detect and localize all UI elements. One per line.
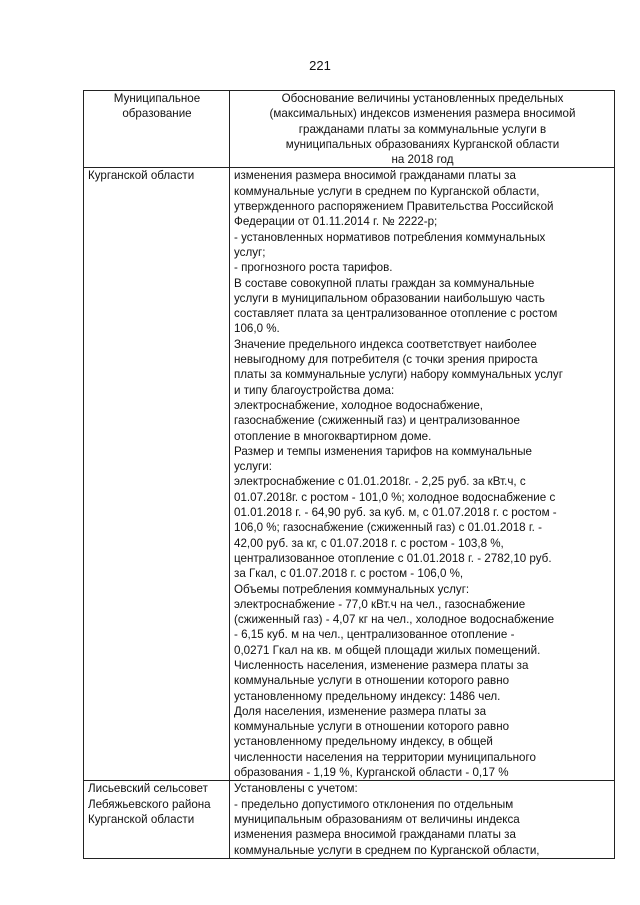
text-line: услуги в муниципальном образовании наибольшую часть <box>234 291 545 305</box>
text-line: платы за коммунальные услуги) набору коммунальных услуг <box>234 368 563 382</box>
text-line: Доля населения, изменение размера платы за <box>234 704 487 718</box>
text-line: составляет плата за централизованное отопление с ростом <box>234 307 558 321</box>
tariff-table <box>83 90 615 859</box>
text-line: 01.07.2018г. с ростом - 101,0 %; холодное водоснабжение с <box>234 490 556 504</box>
text-line: утвержденного распоряжением Правительства Российской <box>234 200 554 214</box>
text-line: 0,0271 Гкал на кв. м общей площади жилых помещений. <box>234 643 541 657</box>
header-line: Обоснование величины установленных предельных <box>281 92 564 105</box>
text-line: Размер и темпы изменения тарифов на коммунальные <box>234 444 532 458</box>
header-line: образование <box>122 107 192 121</box>
text-line: электроснабжение, холодное водоснабжение, <box>234 398 483 412</box>
municipality-cell <box>84 168 230 781</box>
text-line: 106,0 %; газоснабжение (сжиженный газ) с 01.01.2018 г. - <box>234 521 542 535</box>
text-line: изменения размера вносимой гражданами платы за <box>234 169 516 183</box>
text-line: муниципальным образованиям от величины индекса <box>234 812 520 826</box>
text-line: отопление в многоквартирном доме. <box>234 429 432 443</box>
text-line: коммунальные услуги в среднем по Курганской области, <box>234 184 540 198</box>
text-line: 42,00 руб. за кг, с 01.07.2018 г. с ростом - 103,8 %, <box>234 536 504 550</box>
text-line: изменения размера вносимой гражданами платы за <box>234 828 516 842</box>
text-line: услуги: <box>234 460 272 474</box>
municipality-line: Курганской области <box>88 812 195 826</box>
text-line: Объемы потребления коммунальных услуг: <box>234 582 470 596</box>
header-municipality <box>84 91 230 168</box>
header-line: гражданами платы за коммунальные услуги в <box>298 122 547 136</box>
text-line: - предельно допустимого отклонения по отдельным <box>234 797 514 811</box>
text-line: коммунальные услуги в среднем по Курганской области, <box>234 843 540 857</box>
page-number: 221 <box>309 58 331 73</box>
text-line: установленному предельному индексу: 1486 чел. <box>234 689 501 703</box>
header-justification <box>230 91 615 168</box>
table-row <box>84 168 615 781</box>
municipality-cell <box>84 781 230 858</box>
header-line: на 2018 год <box>391 153 454 167</box>
text-line: 106,0 %. <box>234 322 280 336</box>
text-line: централизованное отопление с 01.01.2018 г. - 2782,10 руб. <box>234 551 552 565</box>
text-line: установленному предельному индексу, в общей <box>234 735 493 749</box>
header-line: Муниципальное <box>113 92 201 105</box>
municipality-line: Лебяжьевского района <box>88 797 211 811</box>
text-line: невыгодному для потребителя (с точки зрения прироста <box>234 353 538 367</box>
table-body <box>84 168 615 858</box>
text-line: коммунальные услуги в отношении которого равно <box>234 720 510 734</box>
text-line: и типу благоустройства дома: <box>234 383 395 397</box>
justification-cell <box>230 781 615 858</box>
text-line: образования - 1,19 %, Курганской области - 0,17 % <box>234 766 509 780</box>
text-line: В составе совокупной платы граждан за коммунальные <box>234 276 535 290</box>
justification-cell <box>230 168 615 781</box>
text-line: услуг; <box>234 245 266 259</box>
text-line: - установленных нормативов потребления коммунальных <box>234 230 546 244</box>
text-line: электроснабжение с 01.01.2018г. - 2,25 руб. за кВт.ч, с <box>234 475 526 489</box>
header-line: (максимальных) индексов изменения размера вносимой <box>269 107 576 121</box>
header-line: муниципальных образованиях Курганской области <box>285 137 560 151</box>
text-line: Значение предельного индекса соответствует наиболее <box>234 337 537 351</box>
municipality-line: Курганской области <box>88 169 195 183</box>
text-line: - 6,15 куб. м на чел., централизованное отопление - <box>234 628 515 642</box>
text-line: 01.01.2018 г. - 64,90 руб. за куб. м, с 01.07.2018 г. с ростом - <box>234 506 557 520</box>
text-line: - прогнозного роста тарифов. <box>234 261 393 275</box>
text-line: газоснабжение (сжиженный газ) и централизованное <box>234 414 520 428</box>
text-line: (сжиженный газ) - 4,07 кг на чел., холодное водоснабжение <box>234 613 555 627</box>
municipality-line: Лисьевский сельсовет <box>88 782 208 796</box>
text-line: численности населения на территории муниципального <box>234 750 536 764</box>
text-line: Федерации от 01.11.2014 г. № 2222-р; <box>234 215 438 229</box>
table-row <box>84 781 615 858</box>
text-line: коммунальные услуги в отношении которого равно <box>234 674 510 688</box>
text-line: Установлены с учетом: <box>234 782 358 796</box>
text-line: Численность населения, изменение размера платы за <box>234 658 529 672</box>
text-line: электроснабжение - 77,0 кВт.ч на чел., газоснабжение <box>234 597 526 611</box>
text-line: за Гкал, с 01.07.2018 г. с ростом - 106,0 %, <box>234 567 464 581</box>
table-header-row <box>84 91 615 168</box>
